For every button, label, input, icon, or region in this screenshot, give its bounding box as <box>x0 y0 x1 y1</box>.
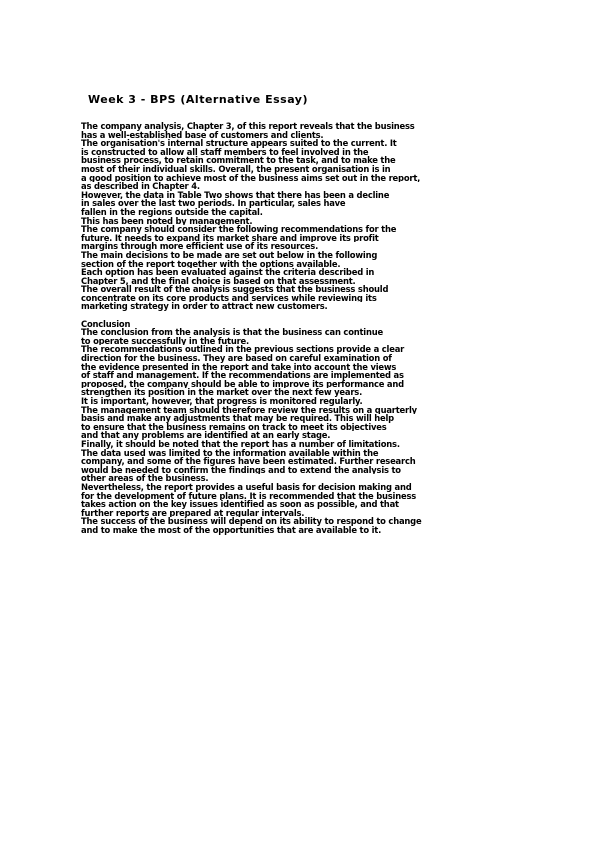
paragraph <box>81 139 516 191</box>
section-heading: Conclusion <box>81 319 131 329</box>
paragraph <box>81 225 516 251</box>
document-heading: Week 3 - BPS (Alternative Essay) <box>88 93 308 106</box>
text-line: However, the data in Table Two shows that there has been a decline <box>81 190 390 200</box>
text-line: Finally, it should be noted that the report has a number of limitations. <box>81 439 400 449</box>
text-line: other areas of the business. <box>81 474 209 483</box>
text-line: section of the report together with the options available. <box>81 259 341 269</box>
text-line: strengthen its position in the market over the next few years. <box>81 388 363 397</box>
text-line: concentrate on its core products and services while reviewing its <box>81 293 377 303</box>
text-line: has a well-established base of customers and clients. <box>81 130 324 140</box>
text-line: of staff and management. If the recommendations are implemented as <box>81 371 404 380</box>
text-line: proposed, the company should be able to improve its performance and <box>81 379 404 389</box>
paragraph <box>81 483 516 517</box>
text-line: The success of the business will depend on its ability to respond to change <box>81 517 422 526</box>
text-line: takes action on the key issues identified as soon as possible, and that <box>81 500 399 509</box>
text-line: further reports are prepared at regular intervals. <box>81 508 305 518</box>
text-line: for the development of future plans. It is recommended that the business <box>81 491 417 501</box>
text-line: a good position to achieve most of the business aims set out in the report, <box>81 173 421 183</box>
paragraph <box>81 217 516 226</box>
text-line: would be needed to confirm the findings and to extend the analysis to <box>81 465 401 475</box>
text-line: Nevertheless, the report provides a useful basis for decision making and <box>81 482 412 492</box>
text-line: The organisation's internal structure appears suited to the current. It <box>81 139 397 148</box>
section-spacer <box>81 311 516 320</box>
text-line: is constructed to allow all staff members to feel involved in the <box>81 147 369 157</box>
paragraph <box>81 328 516 345</box>
text-line: as described in Chapter 4. <box>81 182 200 191</box>
text-line: margins through more efficient use of its resources. <box>81 242 319 251</box>
text-line: direction for the business. They are based on careful examination of <box>81 354 392 363</box>
text-line: business process, to retain commitment to the task, and to make the <box>81 156 396 165</box>
text-line: The main decisions to be made are set out below in the following <box>81 250 378 260</box>
text-line: basis and make any adjustments that may be required. This will help <box>81 414 394 423</box>
text-line: in sales over the last two periods. In particular, sales have <box>81 199 346 208</box>
text-line: The data used was limited to the information available within the <box>81 448 379 458</box>
paragraph <box>81 251 516 268</box>
text-line: This has been noted by management. <box>81 216 253 226</box>
text-line: most of their individual skills. Overall, the present organisation is in <box>81 164 391 174</box>
text-line: Chapter 5, and the final choice is based on that assessment. <box>81 276 356 286</box>
text-line: Each option has been evaluated against the criteria described in <box>81 268 375 277</box>
paragraph <box>81 122 516 139</box>
paragraph <box>81 517 516 534</box>
paragraph <box>81 191 516 217</box>
document-body <box>81 122 516 535</box>
paragraph <box>81 268 516 285</box>
text-line: the evidence presented in the report and take into account the views <box>81 362 397 372</box>
text-line: The company should consider the following recommendations for the <box>81 225 397 234</box>
text-line: The conclusion from the analysis is that the business can continue <box>81 328 383 337</box>
text-line: The overall result of the analysis suggests that the business should <box>81 285 389 294</box>
paragraph <box>81 440 516 483</box>
text-line: to operate successfully in the future. <box>81 336 250 346</box>
text-line: to ensure that the business remains on track to meet its objectives <box>81 422 387 432</box>
text-line: future. It needs to expand its market share and improve its profit <box>81 233 379 243</box>
text-line: The company analysis, Chapter 3, of this report reveals that the business <box>81 122 415 131</box>
text-line: It is important, however, that progress is monitored regularly. <box>81 397 363 406</box>
paragraph <box>81 285 516 311</box>
text-line: and that any problems are identified at an early stage. <box>81 431 331 440</box>
text-line: fallen in the regions outside the capital. <box>81 207 263 217</box>
text-line: The recommendations outlined in the previous sections provide a clear <box>81 345 405 355</box>
text-line: marketing strategy in order to attract new customers. <box>81 302 328 312</box>
text-line: company, and some of the figures have been estimated. Further research <box>81 457 416 466</box>
paragraph <box>81 406 516 440</box>
text-line: and to make the most of the opportunities that are available to it. <box>81 525 382 535</box>
paragraph <box>81 345 516 405</box>
text-line: The management team should therefore review the results on a quarterly <box>81 405 417 415</box>
